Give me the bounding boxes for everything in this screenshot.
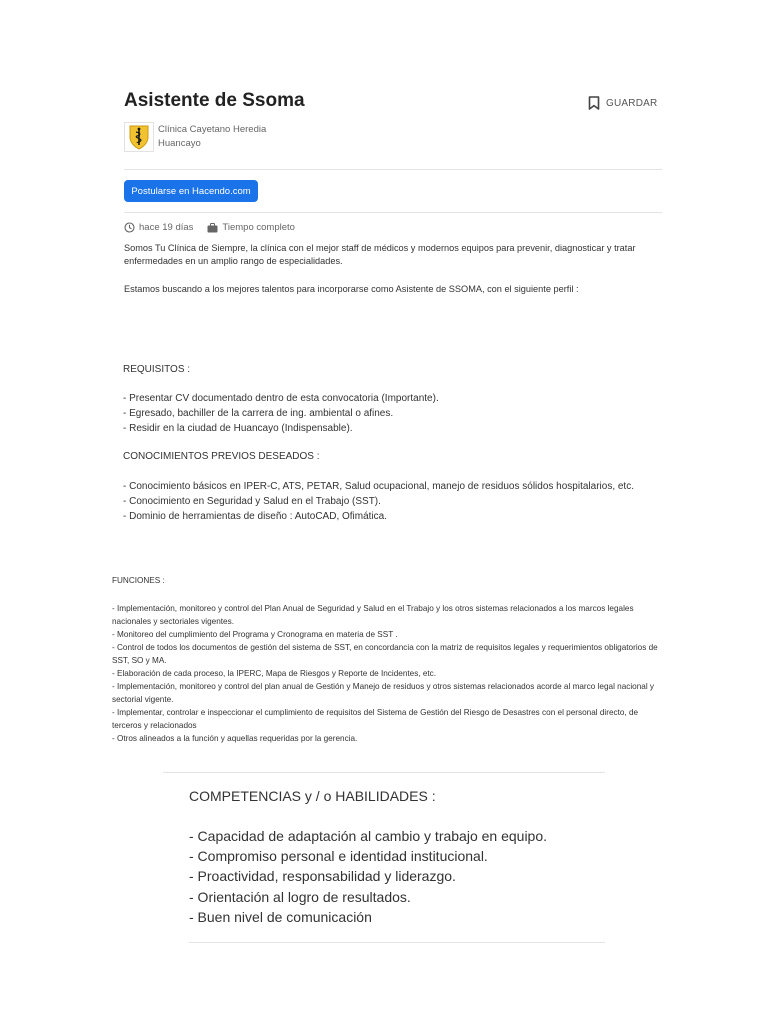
- list-item: - Proactividad, responsabilidad y liderazgo.: [189, 868, 456, 885]
- list-item: - Elaboración de cada proceso, la IPERC, Mapa de Riesgos y Reporte de Incidentes, etc.: [112, 669, 437, 678]
- competencias-top-divider: [163, 772, 605, 773]
- list-item: - Residir en la ciudad de Huancayo (Indispensable).: [123, 423, 353, 434]
- list-item: - Presentar CV documentado dentro de esta convocatoria (Importante).: [123, 393, 439, 404]
- list-item: - Monitoreo del cumplimiento del Programa y Cronograma en materia de SST .: [112, 630, 398, 639]
- competencias-heading: COMPETENCIAS y / o HABILIDADES :: [189, 788, 436, 804]
- funciones-list: [112, 602, 664, 745]
- apply-button[interactable]: Postularse en Hacendo.com: [124, 180, 258, 202]
- briefcase-icon: [207, 223, 218, 233]
- list-item: - Dominio de herramientas de diseño : AutoCAD, Ofimática.: [123, 511, 388, 522]
- header-divider: [124, 169, 662, 170]
- requisitos-heading: REQUISITOS :: [123, 364, 191, 375]
- list-item: - Implementar, controlar e inspeccionar el cumplimiento de requisitos del Sistema de Gestión del Riesgo de Desastres con el personal directo, de terceros y relacionados: [112, 708, 639, 730]
- list-item: - Otros alineados a la función y aquellas requeridas por la gerencia.: [112, 734, 358, 743]
- company-logo: [124, 122, 154, 152]
- job-title: Asistente de Ssoma: [124, 90, 305, 111]
- conocimientos-heading: CONOCIMIENTOS PREVIOS DESEADOS :: [123, 451, 320, 462]
- list-item: - Buen nivel de comunicación: [189, 908, 372, 925]
- list-item: - Control de todos los documentos de gestión del sistema de SST, en concordancia con la matriz de requisitos legales y requerimientos obligatorios de SST, SO y MA.: [112, 643, 658, 665]
- company-info: [158, 123, 266, 151]
- clock-icon: [124, 222, 135, 233]
- list-item: - Orientación al logro de resultados.: [189, 888, 411, 905]
- save-button[interactable]: [588, 96, 657, 110]
- company-name[interactable]: Clínica Cayetano Heredia: [158, 124, 267, 135]
- funciones-heading: FUNCIONES :: [112, 576, 165, 585]
- job-type: Tiempo completo: [222, 222, 295, 233]
- list-item: - Conocimiento en Seguridad y Salud en el Trabajo (SST).: [123, 496, 381, 507]
- posted-date: hace 19 días: [139, 222, 194, 233]
- company-location: Huancayo: [158, 138, 201, 149]
- list-item: - Capacidad de adaptación al cambio y trabajo en equipo.: [189, 828, 548, 844]
- apply-divider: [124, 212, 662, 213]
- list-item: - Egresado, bachiller de la carrera de ing. ambiental o afines.: [123, 408, 394, 419]
- job-meta: [124, 222, 295, 233]
- list-item: - Implementación, monitoreo y control del plan anual de Gestión y Manejo de residuos y otros sistemas relacionados acorde al marco legal nacional y sectorial vigente.: [112, 682, 655, 704]
- competencias-bottom-divider: [189, 942, 605, 943]
- intro-paragraph: Somos Tu Clínica de Siempre, la clínica con el mejor staff de médicos y modernos equipos para prevenir, diagnosticar y tratar enfermedades en un amplio rango de especialidades.: [124, 243, 636, 266]
- save-label: GUARDAR: [606, 97, 658, 109]
- caduceus-shield-icon: [128, 124, 150, 150]
- seeking-paragraph: Estamos buscando a los mejores talentos para incorporarse como Asistente de SSOMA, con el siguiente perfil :: [124, 284, 579, 294]
- list-item: - Implementación, monitoreo y control del Plan Anual de Seguridad y Salud en el Trabajo y los otros sistemas relacionados a los marcos legales nacionales y sectoriales vigentes.: [112, 604, 634, 626]
- requisitos-list: [123, 391, 683, 436]
- conocimientos-list: [123, 479, 703, 524]
- bookmark-icon: [588, 96, 600, 110]
- competencias-list: [189, 826, 609, 927]
- list-item: - Compromiso personal e identidad institucional.: [189, 848, 488, 865]
- list-item: - Conocimiento básicos en IPER-C, ATS, PETAR, Salud ocupacional, manejo de residuos sólidos hospitalarios, etc.: [123, 481, 634, 492]
